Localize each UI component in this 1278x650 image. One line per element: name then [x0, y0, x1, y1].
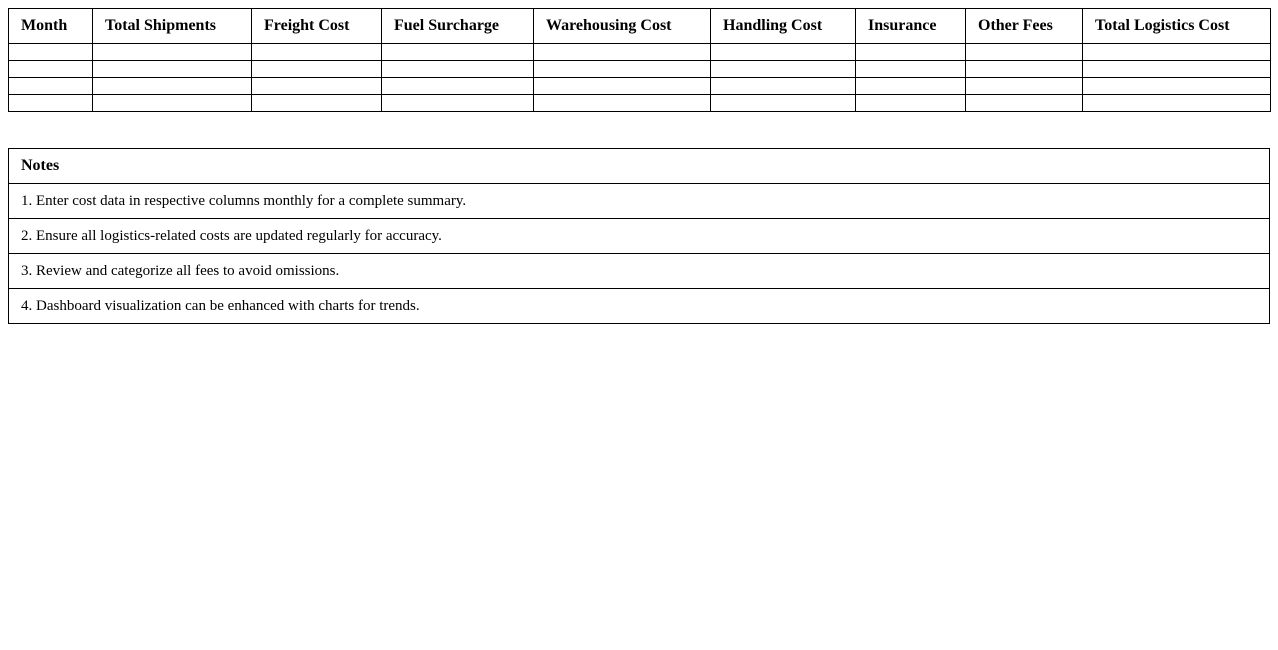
table-cell[interactable]	[9, 95, 93, 112]
table-row	[9, 78, 1271, 95]
table-cell[interactable]	[93, 44, 252, 61]
table-cell[interactable]	[711, 61, 856, 78]
table-cell[interactable]	[856, 95, 966, 112]
table-cell[interactable]	[534, 78, 711, 95]
table-cell[interactable]	[382, 78, 534, 95]
column-header-total-shipments: Total Shipments	[93, 9, 252, 44]
note-text: 3. Review and categorize all fees to avoid omissions.	[9, 254, 1270, 289]
column-header-month: Month	[9, 9, 93, 44]
table-cell[interactable]	[711, 95, 856, 112]
table-cell[interactable]	[93, 61, 252, 78]
table-cell[interactable]	[93, 95, 252, 112]
table-cell[interactable]	[252, 78, 382, 95]
table-cell[interactable]	[856, 61, 966, 78]
table-cell[interactable]	[966, 78, 1083, 95]
list-item	[9, 184, 1270, 219]
table-cell[interactable]	[534, 44, 711, 61]
table-cell[interactable]	[9, 61, 93, 78]
table-cell[interactable]	[711, 44, 856, 61]
table-cell[interactable]	[252, 95, 382, 112]
notes-table	[8, 148, 1270, 324]
column-header-freight-cost: Freight Cost	[252, 9, 382, 44]
column-header-total-logistics-cost: Total Logistics Cost	[1083, 9, 1271, 44]
table-cell[interactable]	[252, 61, 382, 78]
notes-title: Notes	[9, 149, 1270, 184]
table-cell[interactable]	[534, 95, 711, 112]
table-row	[9, 44, 1271, 61]
table-cell[interactable]	[534, 61, 711, 78]
table-cell[interactable]	[9, 78, 93, 95]
table-cell[interactable]	[252, 44, 382, 61]
table-row	[9, 95, 1271, 112]
notes-header-row	[9, 149, 1270, 184]
table-cell[interactable]	[1083, 61, 1271, 78]
column-header-warehousing-cost: Warehousing Cost	[534, 9, 711, 44]
table-cell[interactable]	[711, 78, 856, 95]
table-cell[interactable]	[856, 78, 966, 95]
note-text: 1. Enter cost data in respective columns monthly for a complete summary.	[9, 184, 1270, 219]
table-cell[interactable]	[382, 61, 534, 78]
table-cell[interactable]	[966, 95, 1083, 112]
table-cell[interactable]	[1083, 78, 1271, 95]
table-cell[interactable]	[966, 44, 1083, 61]
note-text: 4. Dashboard visualization can be enhanced with charts for trends.	[9, 289, 1270, 324]
column-header-other-fees: Other Fees	[966, 9, 1083, 44]
table-cell[interactable]	[1083, 95, 1271, 112]
table-cell[interactable]	[1083, 44, 1271, 61]
list-item	[9, 289, 1270, 324]
table-header-row	[9, 9, 1271, 44]
note-text: 2. Ensure all logistics-related costs are updated regularly for accuracy.	[9, 219, 1270, 254]
table-cell[interactable]	[382, 95, 534, 112]
column-header-insurance: Insurance	[856, 9, 966, 44]
logistics-cost-table	[8, 8, 1271, 112]
table-cell[interactable]	[382, 44, 534, 61]
column-header-fuel-surcharge: Fuel Surcharge	[382, 9, 534, 44]
table-cell[interactable]	[93, 78, 252, 95]
table-row	[9, 61, 1271, 78]
list-item	[9, 254, 1270, 289]
list-item	[9, 219, 1270, 254]
table-cell[interactable]	[856, 44, 966, 61]
table-cell[interactable]	[966, 61, 1083, 78]
table-cell[interactable]	[9, 44, 93, 61]
column-header-handling-cost: Handling Cost	[711, 9, 856, 44]
